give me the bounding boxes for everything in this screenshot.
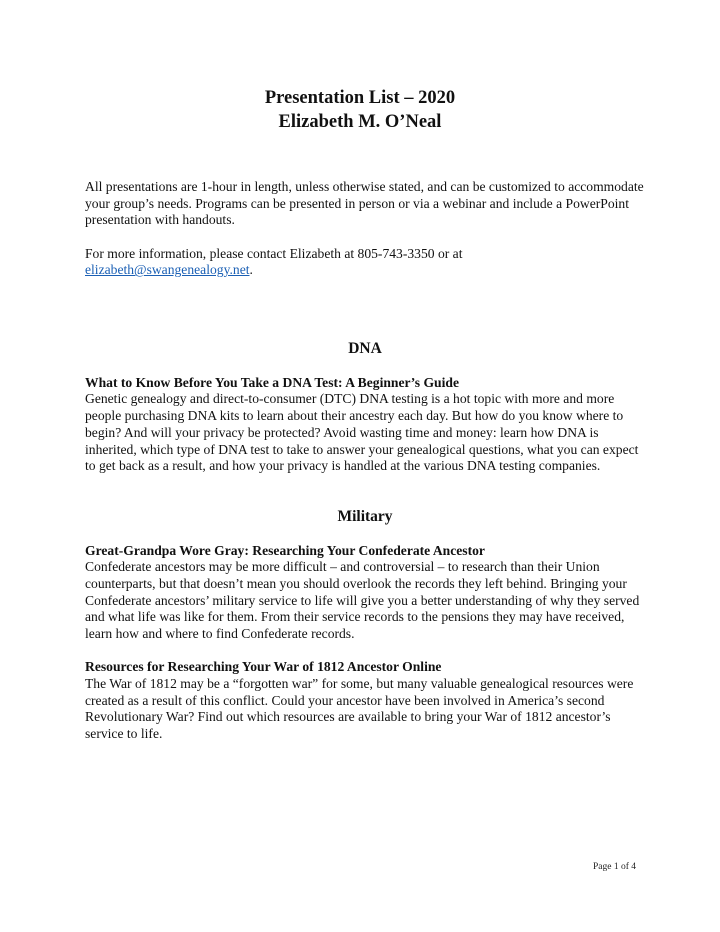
talk-title: What to Know Before You Take a DNA Test: A Beginner’s Guide xyxy=(85,374,459,390)
email-suffix: . xyxy=(249,262,253,278)
contact-paragraph xyxy=(85,246,645,279)
talk-description: Genetic genealogy and direct-to-consumer (DTC) DNA testing is a hot topic with more and more people purchasing DNA kits to learn about their ancestry each day. But how do you know where to begin? And will your privacy be protected? Avoid wasting time and money: learn how DNA is inherited, which type of DNA test to take to answer your genealogical questions, what you can expect to get back as a result, and how your privacy is handled at the various DNA testing companies. xyxy=(85,391,639,474)
talk-description: Confederate ancestors may be more difficult – and controversial – to research than their Union counterparts, but that doesn’t mean you should overlook the records they left behind. Bringing your Confederate ancestors’ military service to life will give you a better understanding of why they served and what life was like for them. From their service records to the pensions they may have received, learn how and where to find Confederate records. xyxy=(85,559,640,642)
contact-text: For more information, please contact Elizabeth at 805-743-3350 or at xyxy=(85,245,463,261)
document-title: Presentation List – 2020 xyxy=(264,88,456,108)
section-heading-dna: DNA xyxy=(348,340,382,358)
title-block xyxy=(0,86,720,134)
talk-title: Resources for Researching Your War of 1812 Ancestor Online xyxy=(85,659,442,675)
section-heading-military: Military xyxy=(337,507,393,525)
email-link[interactable]: elizabeth@swangenealogy.net xyxy=(85,262,250,278)
page-number: Page 1 of 4 xyxy=(592,862,636,872)
talk-description: The War of 1812 may be a “forgotten war” for some, but many valuable genealogical resources were created as a result of this conflict. Could your ancestor have been involved in America’s second Revolutionary War? Find out which resources are available to bring your War of 1812 ancestor’s service to life. xyxy=(85,676,634,742)
intro-paragraph: All presentations are 1-hour in length, unless otherwise stated, and can be customized to accommodate your group’s needs. Programs can be presented in person or via a webinar and include a PowerPoint presentation with handouts. xyxy=(85,179,644,228)
document-body xyxy=(85,179,645,743)
author-name: Elizabeth M. O’Neal xyxy=(278,112,442,132)
talk-title: Great-Grandpa Wore Gray: Researching Your Confederate Ancestor xyxy=(85,542,485,558)
